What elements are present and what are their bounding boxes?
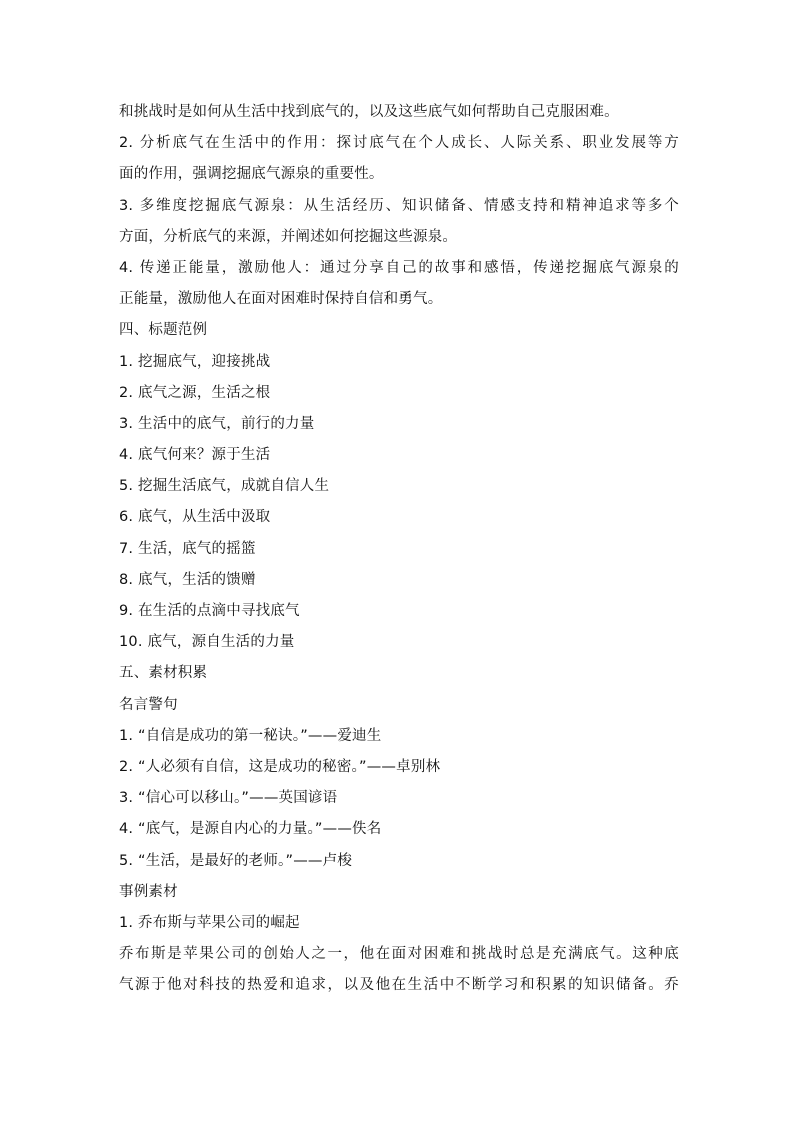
example-title: 1. 乔布斯与苹果公司的崛起: [119, 914, 300, 931]
section-heading: 四、标题范例: [119, 322, 208, 339]
paragraph-line: 乔布斯是苹果公司的创始人之一，他在面对困难和挑战时总是充满底气。这种底: [119, 946, 679, 963]
list-item-text: 3. 多维度挖掘底气源泉：从生活经历、知识储备、情感支持和精神追求等多个: [119, 197, 679, 214]
text-line: 正能量，激励他人在面对困难时保持自信和勇气。: [119, 291, 443, 308]
text-line: 方面，分析底气的来源，并阐述如何挖掘这些源泉。: [119, 228, 458, 245]
section-heading: 五、素材积累: [119, 665, 208, 682]
quote-item: 3. “信心可以移山。”——英国谚语: [119, 790, 338, 807]
paragraph-line: 气源于他对科技的热爱和追求，以及他在生活中不断学习和积累的知识储备。乔: [119, 977, 679, 994]
title-example-item: 7. 生活，底气的摇篮: [119, 540, 256, 557]
title-example-item: 8. 底气，生活的馈赠: [119, 571, 256, 588]
quote-item: 1. “自信是成功的第一秘诀。”——爱迪生: [119, 727, 382, 744]
document-body: [119, 97, 679, 1001]
title-example-item: 9. 在生活的点滴中寻找底气: [119, 603, 300, 619]
subsection-heading: 名言警句: [119, 696, 178, 713]
quote-item: 2. “人必须有自信，这是成功的秘密。”——卓别林: [119, 758, 441, 775]
title-example-item: 4. 底气何来？源于生活: [119, 447, 271, 464]
quote-item: 5. “生活，是最好的老师。”——卢梭: [119, 852, 353, 869]
title-example-item: 2. 底气之源，生活之根: [119, 384, 271, 401]
quote-item: 4. “底气，是源自内心的力量。”——佚名: [119, 821, 382, 838]
text-line: 和挑战时是如何从生活中找到底气的，以及这些底气如何帮助自己克服困难。: [119, 104, 619, 120]
list-item-text: 2. 分析底气在生活中的作用：探讨底气在个人成长、人际关系、职业发展等方: [119, 135, 679, 152]
title-example-item: 10. 底气，源自生活的力量: [119, 634, 295, 651]
title-example-item: 6. 底气，从生活中汲取: [119, 509, 271, 526]
title-example-item: 5. 挖掘生活底气，成就自信人生: [119, 478, 330, 495]
list-item-text: 4. 传递正能量，激励他人：通过分享自己的故事和感悟，传递挖掘底气源泉的: [119, 259, 679, 276]
subsection-heading: 事例素材: [119, 883, 178, 900]
text-line: 面的作用，强调挖掘底气源泉的重要性。: [119, 166, 384, 183]
title-example-item: 3. 生活中的底气，前行的力量: [119, 415, 315, 432]
title-example-item: 1. 挖掘底气，迎接挑战: [119, 353, 271, 370]
